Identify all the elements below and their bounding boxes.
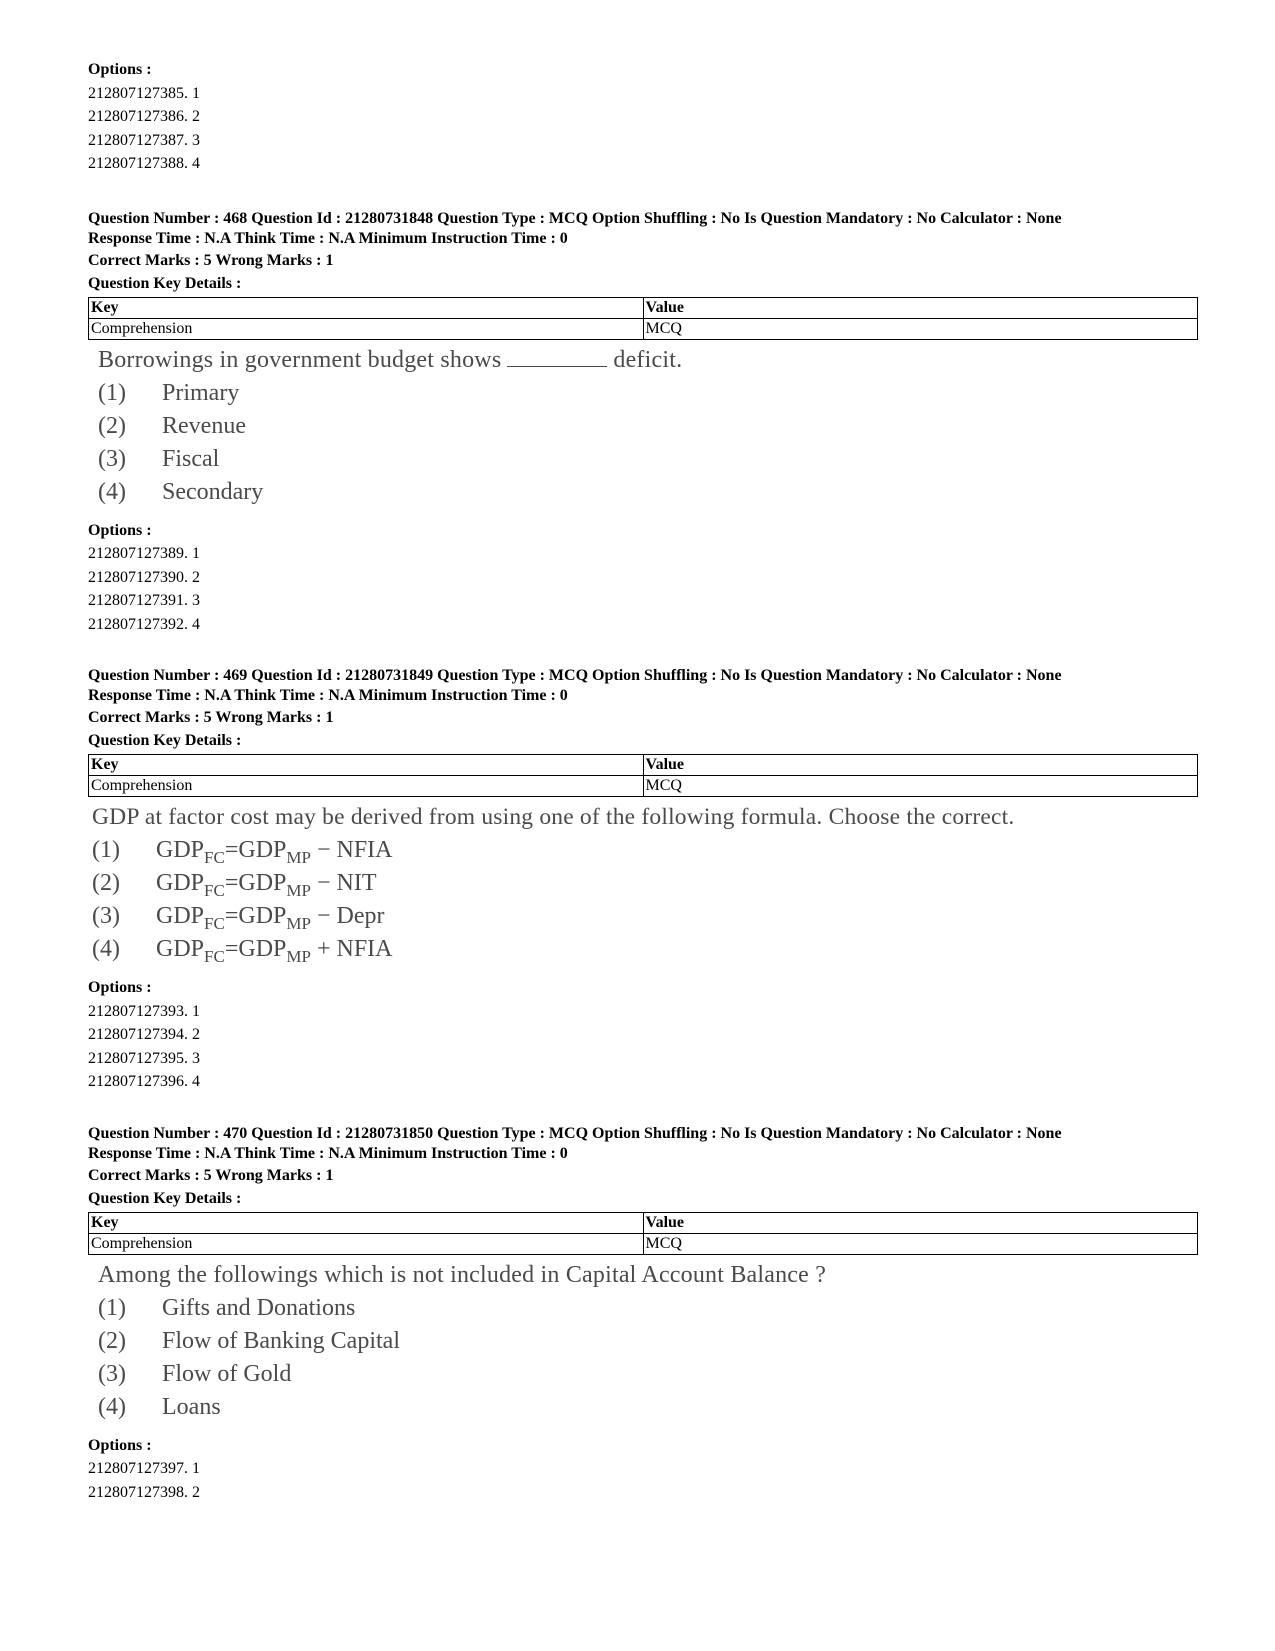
question-marks: Correct Marks : 5 Wrong Marks : 1 xyxy=(88,251,334,269)
question-text: GDP at factor cost may be derived from using one of the following formula. Choose the correct. xyxy=(92,804,1015,830)
table-row xyxy=(89,318,1198,339)
question-block xyxy=(88,209,1198,637)
options-block xyxy=(88,58,1198,176)
formula-item: (4) $GDP_{FC}=GDP_{MP}$ + NFIA xyxy=(92,936,393,966)
question-image xyxy=(98,344,1198,509)
answer-blank xyxy=(507,364,607,367)
key-details-label: Question Key Details : xyxy=(88,1189,242,1207)
value-cell: MCQ xyxy=(643,1233,1198,1254)
formula-item: (3) $GDP_{FC}=GDP_{MP}$ − Depr xyxy=(92,903,385,933)
option-item: 212807127398. 2 xyxy=(88,1483,200,1501)
option-item: 212807127397. 1 xyxy=(88,1460,200,1477)
question-meta: Question Number : 469 Question Id : 21280731849 Question Type : MCQ Option Shuffling : No Is Question Mandatory : No Calculator : None xyxy=(88,667,1062,684)
option-item: 212807127391. 3 xyxy=(88,592,200,609)
key-details-table xyxy=(88,297,1198,340)
choice-item: (2) Flow of Banking Capital xyxy=(98,1327,400,1354)
choice-item: (3) Fiscal xyxy=(98,445,220,472)
question-meta: Question Number : 468 Question Id : 21280731848 Question Type : MCQ Option Shuffling : No Is Question Mandatory : No Calculator : None xyxy=(88,209,1062,227)
key-cell: Comprehension xyxy=(89,1233,644,1254)
question-image xyxy=(98,1259,1198,1424)
formula-item: (1) $GDP_{FC}=GDP_{MP}$ − NFIA xyxy=(92,837,393,867)
option-item: 212807127395. 3 xyxy=(88,1049,200,1067)
question-timing: Response Time : N.A Think Time : N.A Minimum Instruction Time : 0 xyxy=(88,1144,568,1162)
options-block xyxy=(88,519,1198,637)
options-label: Options : xyxy=(88,1436,152,1454)
option-item: 212807127385. 1 xyxy=(88,84,200,102)
question-text: Borrowings in government budget shows deficit. xyxy=(98,346,683,373)
option-item: 212807127387. 3 xyxy=(88,131,200,149)
table-header-row xyxy=(89,1212,1198,1233)
key-header: Key xyxy=(89,297,644,318)
options-label: Options : xyxy=(88,979,152,996)
key-details-label: Question Key Details : xyxy=(88,732,242,749)
question-marks: Correct Marks : 5 Wrong Marks : 1 xyxy=(88,709,334,726)
question-timing: Response Time : N.A Think Time : N.A Minimum Instruction Time : 0 xyxy=(88,687,568,704)
options-label: Options : xyxy=(88,521,152,539)
table-row xyxy=(89,776,1198,797)
value-header: Value xyxy=(643,1212,1198,1233)
option-item: 212807127392. 4 xyxy=(88,615,200,633)
table-header-row xyxy=(89,755,1198,776)
option-item: 212807127396. 4 xyxy=(88,1073,200,1090)
key-header: Key xyxy=(89,755,644,776)
document-page xyxy=(88,58,1198,1534)
value-cell: MCQ xyxy=(643,776,1198,797)
question-text: Among the followings which is not included in Capital Account Balance ? xyxy=(98,1261,827,1288)
value-cell: MCQ xyxy=(643,318,1198,339)
key-cell: Comprehension xyxy=(89,318,644,339)
question-block xyxy=(88,1124,1198,1505)
table-header-row xyxy=(89,297,1198,318)
value-header: Value xyxy=(643,755,1198,776)
choice-item: (1) Gifts and Donations xyxy=(98,1294,356,1321)
key-details-table xyxy=(88,754,1198,797)
options-block xyxy=(88,976,1198,1094)
question-meta: Question Number : 470 Question Id : 21280731850 Question Type : MCQ Option Shuffling : No Is Question Mandatory : No Calculator : None xyxy=(88,1124,1062,1142)
option-item: 212807127393. 1 xyxy=(88,1002,200,1020)
key-details-table xyxy=(88,1212,1198,1255)
choice-item: (2) Revenue xyxy=(98,412,246,439)
options-label: Options : xyxy=(88,61,152,78)
question-image xyxy=(92,801,1198,966)
key-header: Key xyxy=(89,1212,644,1233)
question-timing: Response Time : N.A Think Time : N.A Minimum Instruction Time : 0 xyxy=(88,229,568,247)
options-block xyxy=(88,1434,1198,1505)
option-item: 212807127388. 4 xyxy=(88,155,200,172)
question-marks: Correct Marks : 5 Wrong Marks : 1 xyxy=(88,1166,334,1184)
value-header: Value xyxy=(643,297,1198,318)
option-item: 212807127394. 2 xyxy=(88,1026,200,1043)
choice-item: (4) Loans xyxy=(98,1393,221,1420)
choice-item: (1) Primary xyxy=(98,379,240,406)
key-details-label: Question Key Details : xyxy=(88,274,242,292)
choice-item: (4) Secondary xyxy=(98,478,264,505)
choice-item: (3) Flow of Gold xyxy=(98,1360,292,1387)
key-cell: Comprehension xyxy=(89,776,644,797)
option-item: 212807127390. 2 xyxy=(88,568,200,586)
option-item: 212807127389. 1 xyxy=(88,545,200,562)
formula-item: (2) $GDP_{FC}=GDP_{MP}$ − NIT xyxy=(92,870,377,900)
table-row xyxy=(89,1233,1198,1254)
question-block xyxy=(88,666,1198,1094)
option-item: 212807127386. 2 xyxy=(88,108,200,125)
